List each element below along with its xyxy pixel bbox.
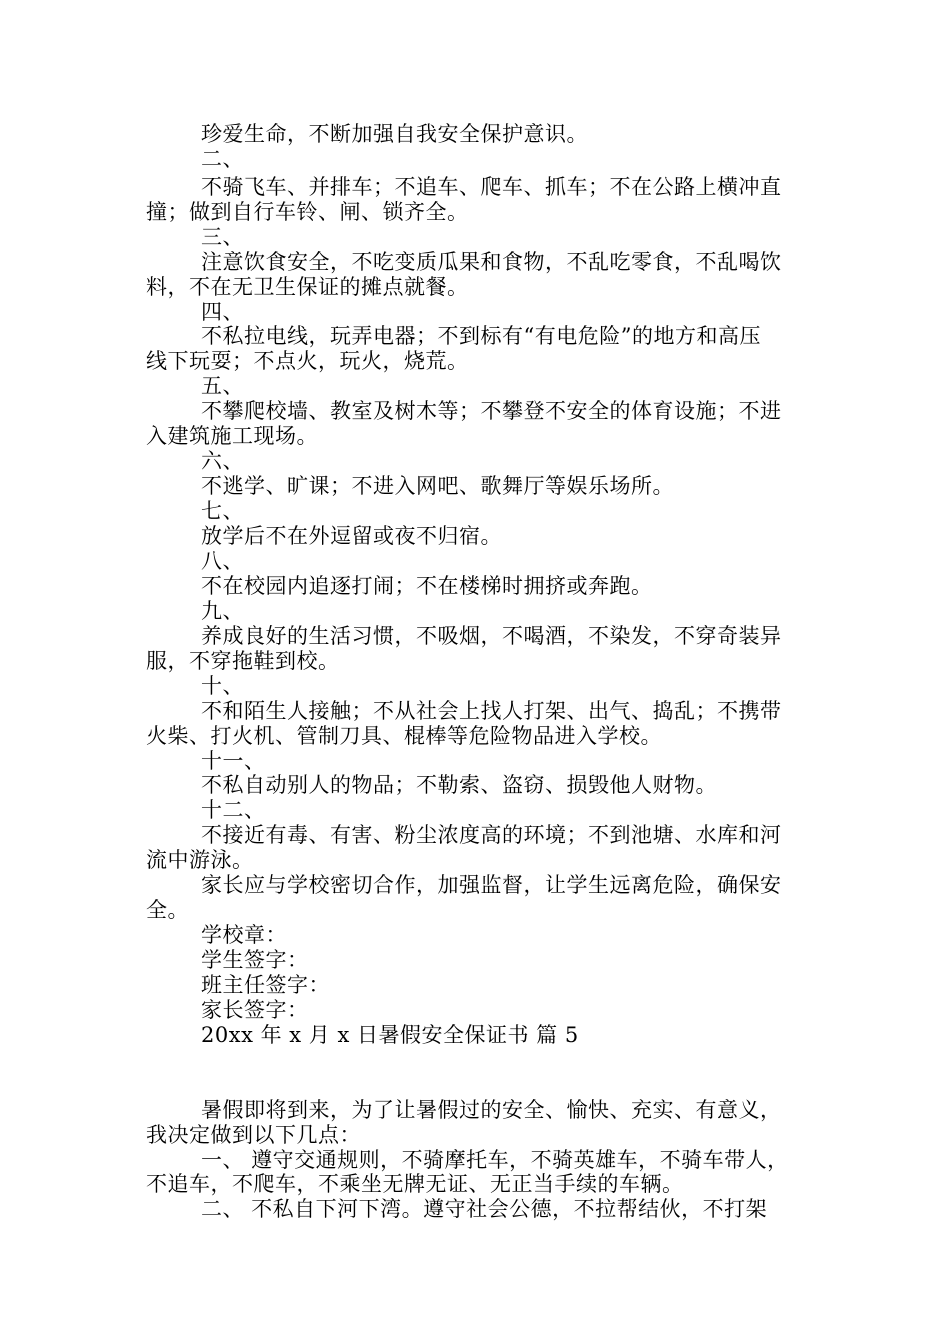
text-line: 线下玩耍；不点火，玩火，烧荒。 [146,349,469,373]
text-line: 不攀爬校墙、教室及树木等；不攀登不安全的体育设施；不进 [201,399,782,423]
text-line: 二、 不私自下河下湾。遵守社会公德，不拉帮结伙，不打架 [201,1197,768,1221]
section-title: 20xx 年 x 月 x 日暑假安全保证书 篇 5 [201,1023,579,1047]
text-line: 料，不在无卫生保证的摊点就餐。 [146,275,469,299]
text-line: 入建筑施工现场。 [146,424,318,448]
text-line: 不私自动别人的物品；不勒索、盗窃、损毁他人财物。 [201,773,717,797]
text-line: 不在校园内追逐打闹；不在楼梯时拥挤或奔跑。 [201,574,653,598]
text-line: 养成良好的生活习惯，不吸烟，不喝酒，不染发，不穿奇装异 [201,624,782,648]
text-line: 家长应与学校密切合作，加强监督，让学生远离危险，确保安 [201,873,782,897]
text-line: 注意饮食安全，不吃变质瓜果和食物，不乱吃零食，不乱喝饮 [201,250,782,274]
text-line: 不私拉电线，玩弄电器；不到标有“有电危险”的地方和高压 [201,324,761,348]
section-heading: 三、 [201,225,244,249]
section-heading: 九、 [201,599,244,623]
signature-student: 学生签字： [201,948,309,972]
section-heading: 五、 [201,374,244,398]
text-line: 火柴、打火机、管制刀具、棍棒等危险物品进入学校。 [146,724,662,748]
text-line: 流中游泳。 [146,848,254,872]
text-line: 珍爱生命，不断加强自我安全保护意识。 [201,122,588,146]
text-line: 全。 [146,898,189,922]
section-heading: 十一、 [201,749,266,773]
signature-parent: 家长签字： [201,998,309,1022]
text-line: 不和陌生人接触；不从社会上找人打架、出气、捣乱；不携带 [201,699,782,723]
text-line: 不追车，不爬车，不乘坐无牌无证、无正当手续的车辆。 [146,1172,684,1196]
text-line: 不接近有毒、有害、粉尘浓度高的环境；不到池塘、水库和河 [201,823,782,847]
section-heading: 二、 [201,147,244,171]
section-heading: 七、 [201,499,244,523]
section-heading: 十、 [201,674,244,698]
text-line: 不骑飞车、并排车；不追车、爬车、抓车；不在公路上横冲直 [201,175,782,199]
text-line: 一、 遵守交通规则，不骑摩托车，不骑英雄车，不骑车带人， [201,1148,789,1172]
text-line: 我决定做到以下几点： [146,1123,361,1147]
text-line: 撞；做到自行车铃、闸、锁齐全。 [146,200,469,224]
signature-head-teacher: 班主任签字： [201,973,330,997]
text-line: 暑假即将到来，为了让暑假过的安全、愉快、充实、有意义， [201,1098,782,1122]
text-line: 服，不穿拖鞋到校。 [146,649,340,673]
text-line: 不逃学、旷课；不进入网吧、歌舞厅等娱乐场所。 [201,474,674,498]
section-heading: 十二、 [201,798,266,822]
section-heading: 八、 [201,549,244,573]
text-line: 放学后不在外逗留或夜不归宿。 [201,524,502,548]
signature-school-seal: 学校章： [201,923,287,947]
section-heading: 四、 [201,300,244,324]
section-heading: 六、 [201,449,244,473]
